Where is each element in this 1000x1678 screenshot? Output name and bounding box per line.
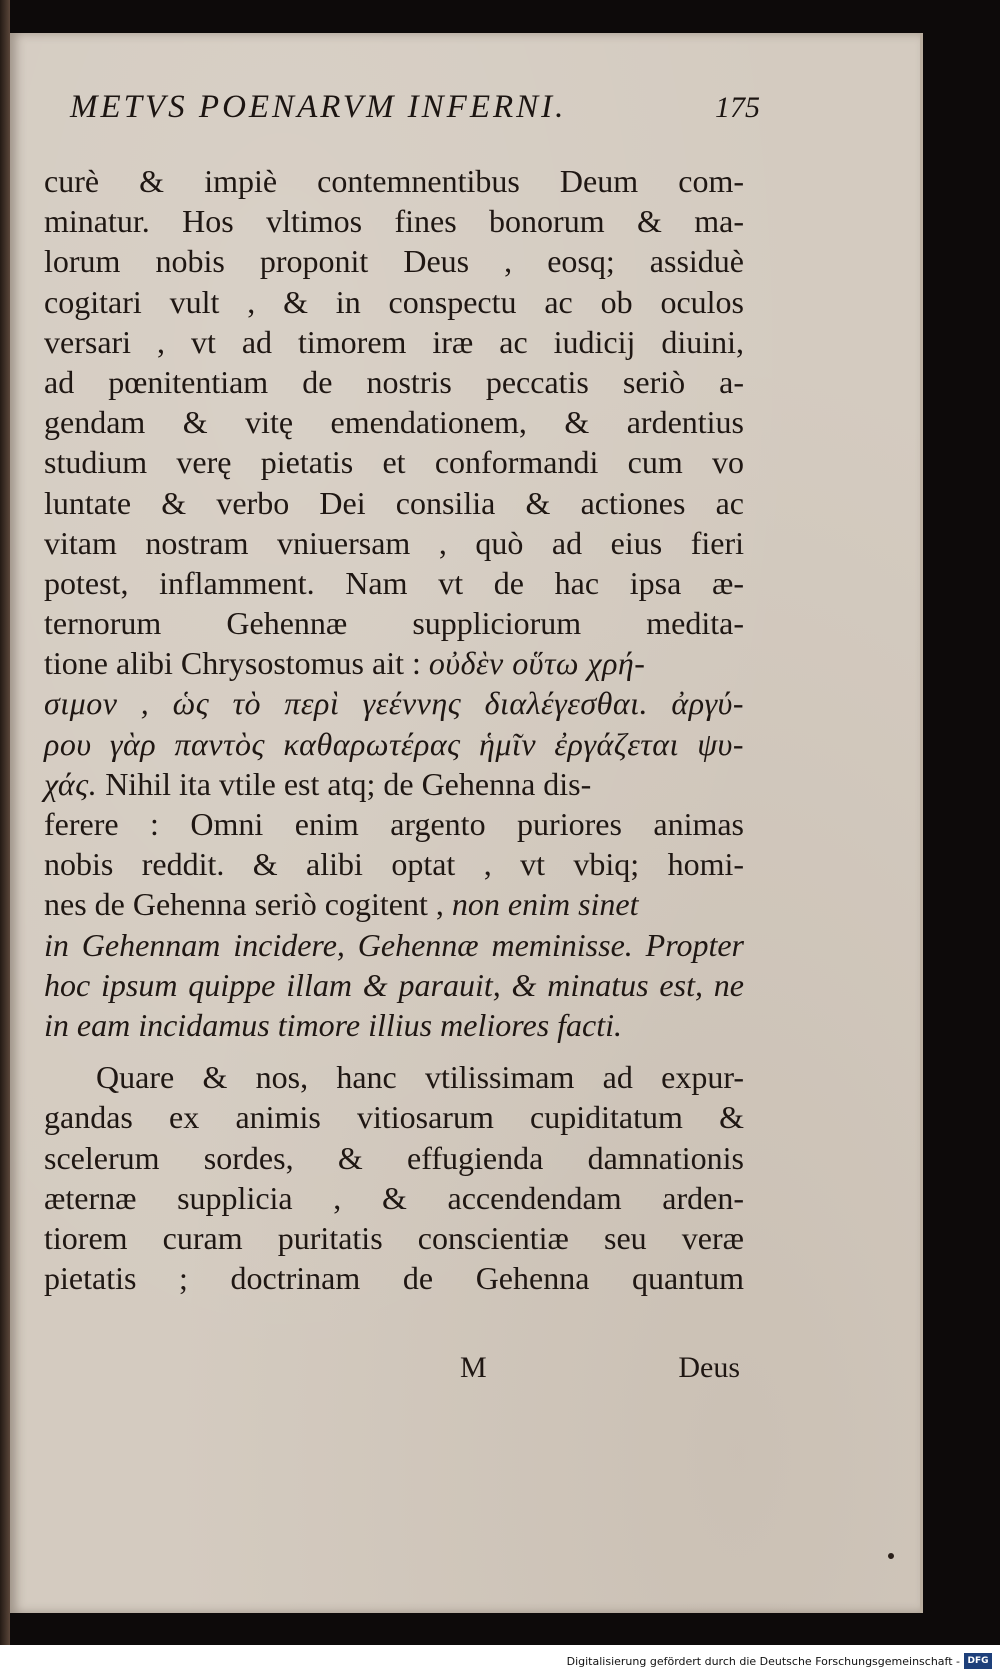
italic-quote-line: in Gehennam incidere, Gehennæ meminisse. Propter bbox=[44, 926, 744, 963]
text-line-mixed bbox=[44, 764, 744, 804]
text-line: scelerum sordes, & effugienda damnationis bbox=[44, 1139, 744, 1176]
greek-quote-end: χάς. bbox=[44, 765, 98, 802]
text-line: nobis reddit. & alibi optat , vt vbiq; homi- bbox=[44, 846, 744, 883]
italic-quote-line: in eam incidamus timore illius meliores facti. bbox=[44, 1006, 623, 1043]
running-head-title: METVS POENARVM INFERNI. bbox=[70, 89, 567, 125]
text-line: lorum nobis proponit Deus , eosq; assiduè bbox=[44, 243, 744, 280]
text-line: potest, inflamment. Nam vt de hac ipsa æ- bbox=[44, 564, 744, 601]
text-line: cogitari vult , & in conspectu ac ob oculos bbox=[44, 283, 744, 320]
text-line: luntate & verbo Dei consilia & actiones ac bbox=[44, 484, 744, 521]
text-line: æternæ supplicia , & accendendam arden- bbox=[44, 1179, 744, 1216]
page-gutter-edge bbox=[0, 0, 10, 1645]
credit-bar bbox=[0, 1645, 1000, 1678]
greek-quote-line: σιμον , ὡς τὸ περὶ γεέννης διαλέγεσθαι. ἀργύ- bbox=[44, 685, 744, 722]
running-head bbox=[70, 89, 760, 149]
text-line: curè & impiè contemnentibus Deum com- bbox=[44, 163, 744, 199]
text-line: ad pœnitentiam de nostris peccatis seriò a- bbox=[44, 363, 744, 400]
text-line-with-greek bbox=[44, 643, 744, 683]
main-text bbox=[44, 161, 744, 1298]
latin-segment: nes de Gehenna seriò cogitent , bbox=[44, 886, 444, 923]
latin-segment: tione alibi Chrysostomus ait : bbox=[44, 645, 421, 682]
italic-quote-start: non enim sinet bbox=[451, 886, 639, 923]
text-line: ferere : Omni enim argento puriores animas bbox=[44, 806, 744, 842]
page-footer bbox=[80, 1351, 740, 1391]
text-line: versari , vt ad timorem iræ ac iudicij diuini, bbox=[44, 323, 744, 360]
page-number: 175 bbox=[715, 91, 760, 124]
funding-credit: Digitalisierung gefördert durch die Deutsche Forschungsgemeinschaft - bbox=[566, 1655, 960, 1668]
signature-mark: M bbox=[460, 1351, 487, 1384]
text-line: gendam & vitę emendationem, & ardentius bbox=[44, 404, 744, 441]
greek-quote-line: ρου γὰρ παντὸς καθαρωτέρας ἡμῖν ἐργάζεται ψυ- bbox=[44, 725, 744, 762]
text-line: tiorem curam puritatis conscientiæ seu veræ bbox=[44, 1219, 744, 1256]
italic-quote-line: hoc ipsum quippe illam & parauit, & minatus est, ne bbox=[44, 966, 744, 1003]
catchword: Deus bbox=[678, 1351, 740, 1384]
paragraph-first-line: Quare & nos, hanc vtilissimam ad expur- bbox=[96, 1059, 744, 1096]
text-line: studium verę pietatis et conformandi cum vo bbox=[44, 444, 744, 481]
latin-translation-start: Nihil ita vtile est atq; de Gehenna dis- bbox=[105, 765, 592, 802]
text-line: ternorum Gehennæ suppliciorum medita- bbox=[44, 605, 744, 642]
book-page bbox=[10, 33, 923, 1613]
ink-spot bbox=[888, 1553, 894, 1559]
paragraph-gap bbox=[44, 1045, 744, 1057]
text-line: minatur. Hos vltimos fines bonorum & ma- bbox=[44, 203, 744, 240]
text-line: gandas ex animis vitiosarum cupiditatum & bbox=[44, 1099, 744, 1136]
text-line: pietatis ; doctrinam de Gehenna quantum bbox=[44, 1260, 744, 1297]
greek-quote-start: οὐδὲν οὕτω χρή- bbox=[428, 645, 646, 682]
text-line: vitam nostram vniuersam , quò ad eius fieri bbox=[44, 524, 744, 561]
text-line-mixed bbox=[44, 884, 744, 924]
dfg-logo-icon: DFG bbox=[964, 1653, 992, 1669]
